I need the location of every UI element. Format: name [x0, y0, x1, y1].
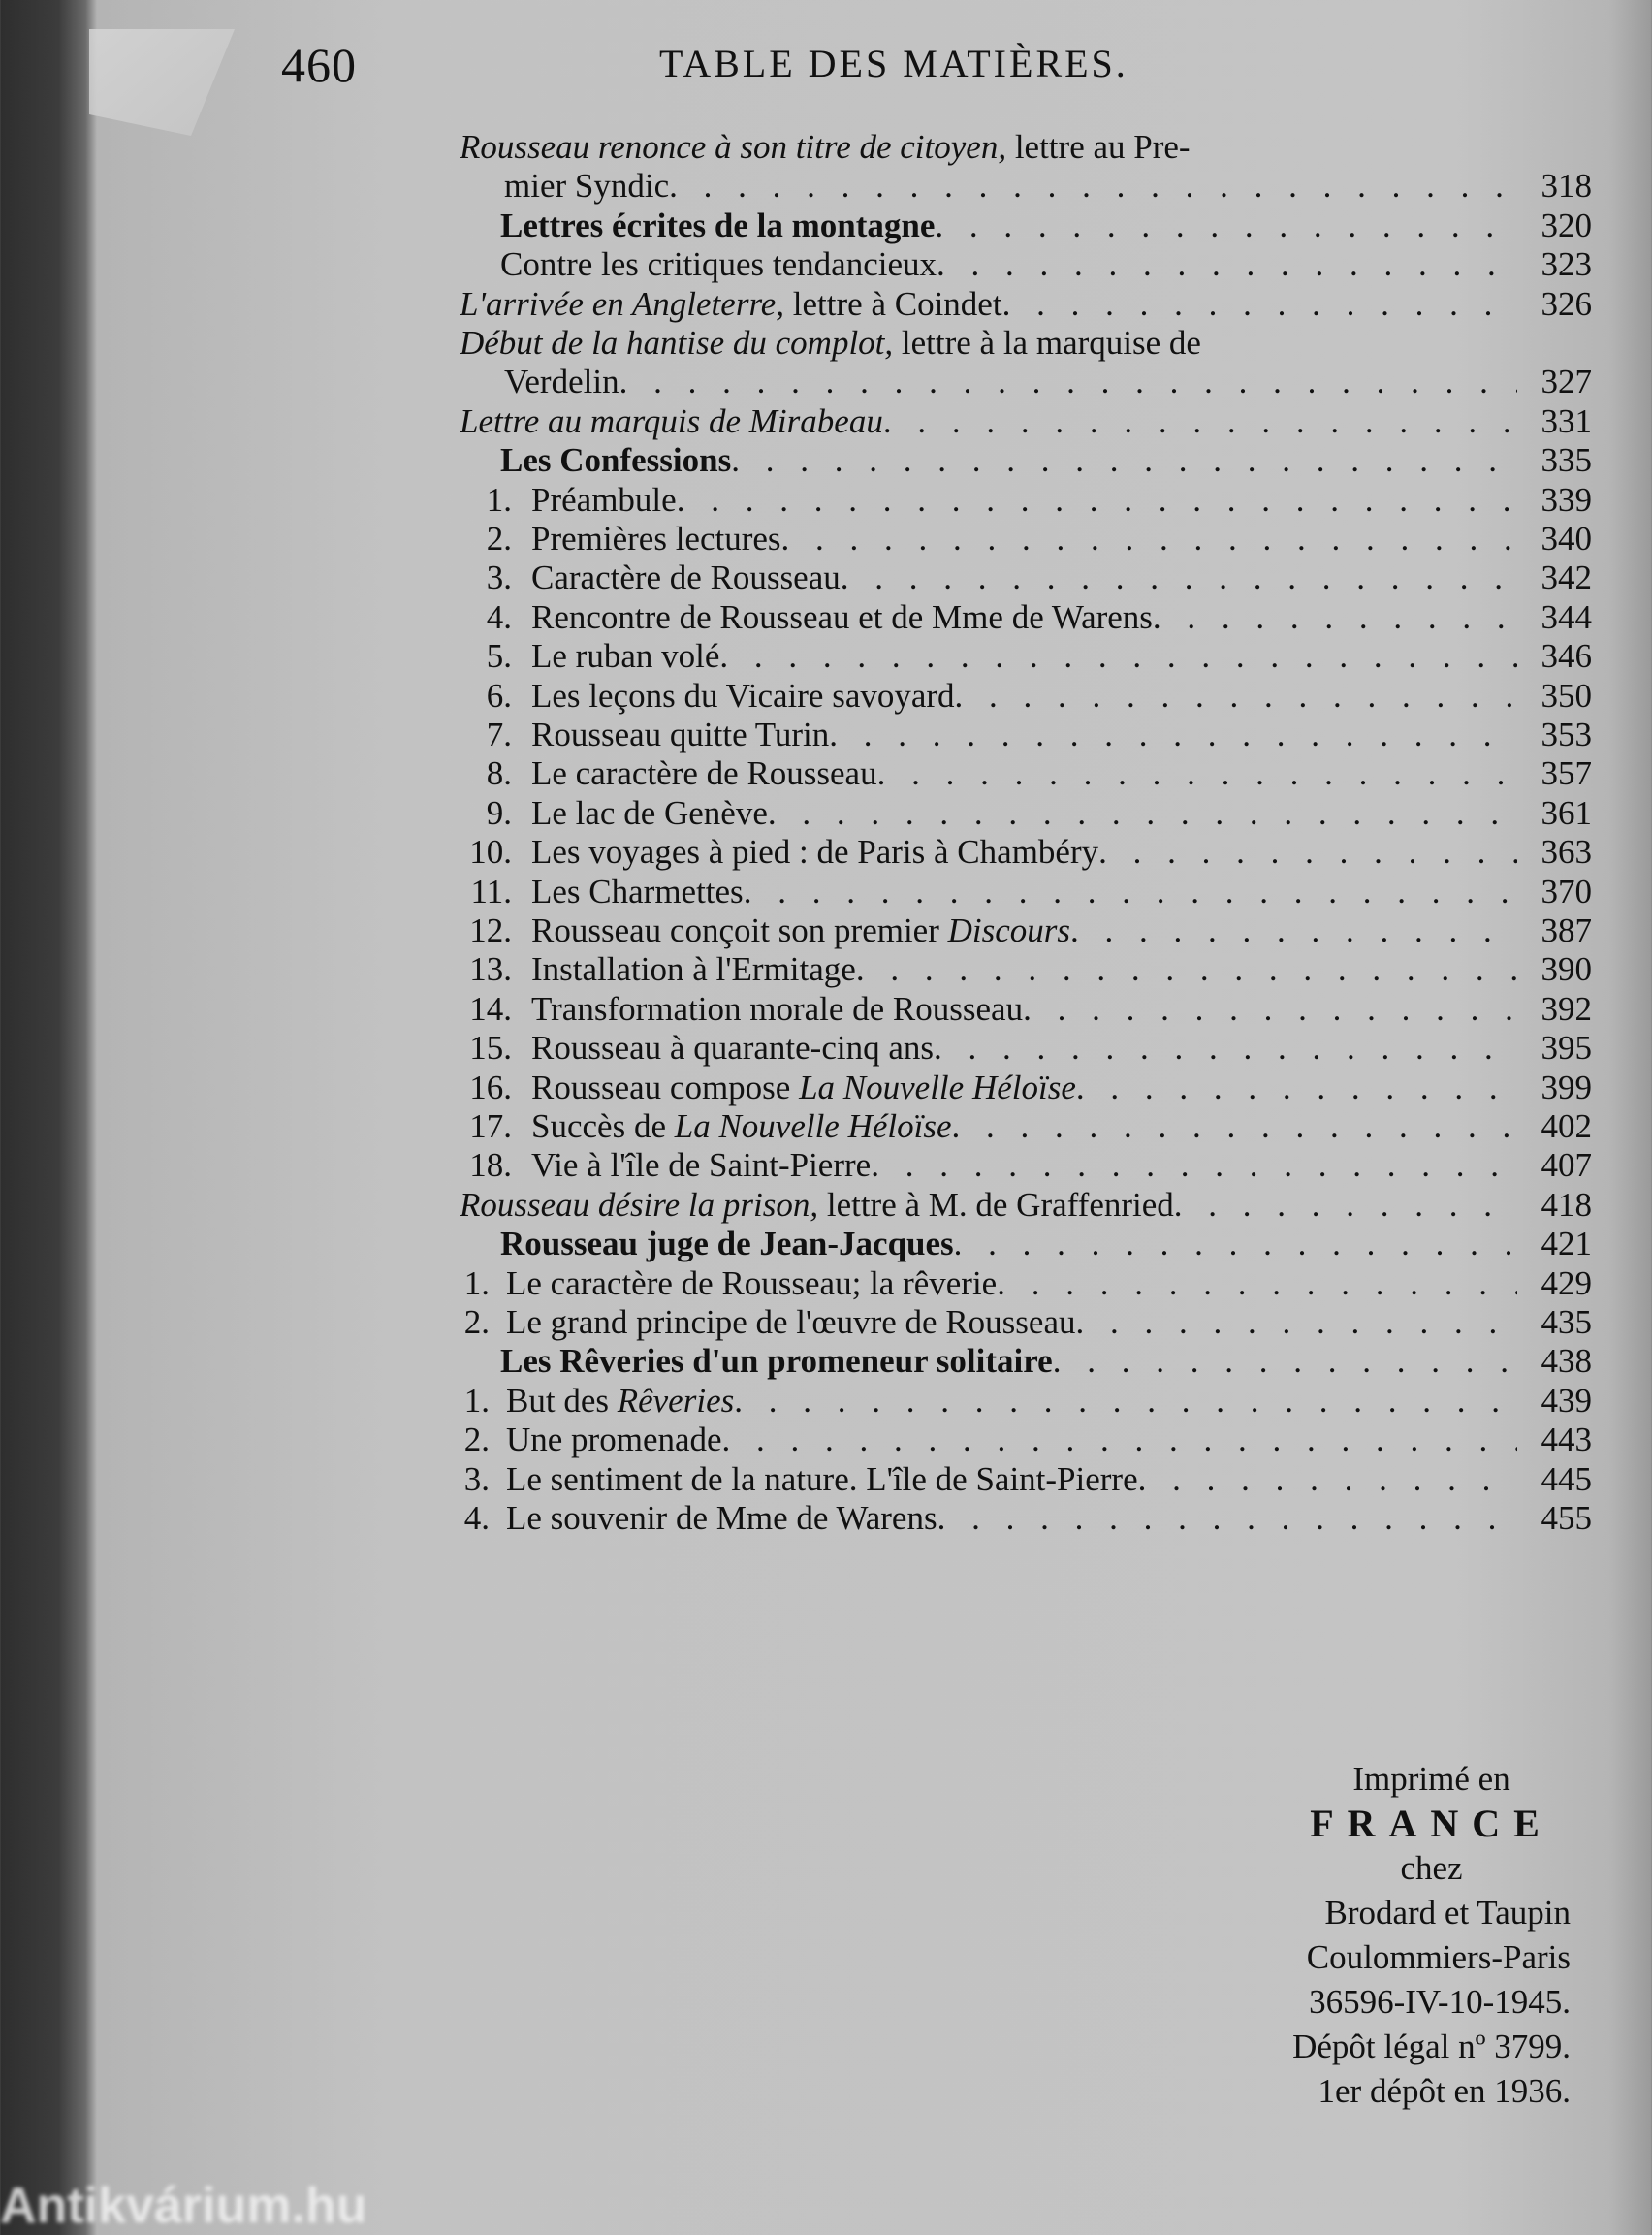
toc-entry-page: 363 — [1541, 833, 1592, 872]
toc-entry-title: Succès de — [531, 1107, 675, 1145]
toc-entry-page: 395 — [1541, 1029, 1592, 1068]
toc-entry — [0, 1107, 1652, 1146]
imprint-line: chez — [1400, 1849, 1463, 1887]
toc-entry-page: 339 — [1541, 480, 1592, 519]
toc-entry — [0, 1186, 1652, 1225]
toc-entry — [0, 1146, 1652, 1185]
toc-entry-title: Installation à l'Ermitage — [531, 950, 856, 989]
toc-entry-title: mier Syndic — [504, 167, 670, 206]
toc-entry-title: Transformation morale de Rousseau — [531, 989, 1024, 1028]
dot-leader — [734, 1382, 1517, 1421]
dot-leader — [768, 794, 1517, 833]
toc-entry — [0, 598, 1652, 637]
toc-entry-title: Le caractère de Rousseau; la rêverie — [506, 1263, 998, 1302]
dot-leader — [1002, 285, 1517, 324]
toc-entry-title: Le ruban volé — [531, 637, 720, 676]
dot-leader — [1053, 1342, 1517, 1381]
toc-entry-page: 335 — [1541, 441, 1592, 480]
watermark: Antikvárium.hu — [0, 2178, 367, 2234]
toc-entry-title: Lettres écrites de la montagne — [500, 206, 936, 244]
toc-entry — [0, 363, 1652, 401]
toc-entry — [0, 441, 1652, 480]
toc-entry-title: Le lac de Genève — [531, 793, 768, 832]
toc-entry-title: Les voyages à pied : de Paris à Chambéry — [531, 833, 1099, 872]
toc-entry — [0, 1029, 1652, 1068]
toc-entry — [0, 402, 1652, 441]
toc-entry-title: Contre les critiques tendancieux — [500, 245, 937, 284]
toc-entry-number: 1. — [463, 1381, 490, 1420]
toc-entry — [0, 754, 1652, 793]
toc-entry-number: 17. — [469, 1107, 512, 1145]
toc-entry-title: But des — [506, 1381, 618, 1420]
dot-leader — [1076, 1303, 1518, 1342]
toc-entry-number: 13. — [469, 950, 512, 989]
toc-entry — [0, 128, 1652, 167]
imprint-location: Coulommiers-Paris — [1306, 1938, 1571, 1976]
dot-leader — [719, 637, 1517, 676]
dot-leader — [669, 167, 1517, 206]
toc-entry-page: 340 — [1541, 520, 1592, 558]
toc-entry — [0, 520, 1652, 559]
imprint-first-deposit: 1er dépôt en 1936. — [1318, 2072, 1571, 2110]
toc-entry-title: La Nouvelle Héloïse — [674, 1107, 952, 1145]
toc-entry-page: 320 — [1541, 206, 1592, 244]
toc-entry — [0, 1382, 1652, 1421]
toc-entry-number: 6. — [486, 676, 512, 715]
toc-entry-number: 2. — [486, 520, 512, 558]
toc-entry — [0, 677, 1652, 716]
toc-entry — [0, 1069, 1652, 1107]
toc-entry-title: Premières lectures — [531, 520, 781, 558]
toc-entry-page: 361 — [1541, 793, 1592, 832]
imprint-code: 36596-IV-10-1945. — [1309, 1983, 1571, 2021]
dot-leader — [955, 677, 1517, 716]
toc-entry-title: Discours — [947, 911, 1071, 949]
toc-entry-title: Début de la hantise du complot, — [460, 324, 894, 362]
toc-entry-number: 14. — [469, 989, 512, 1028]
dot-leader — [841, 559, 1517, 597]
dot-leader — [1174, 1186, 1517, 1225]
imprint-printer: Brodard et Taupin — [1324, 1894, 1571, 1932]
dot-leader — [677, 481, 1517, 520]
dot-leader — [952, 1107, 1517, 1146]
dot-leader — [937, 245, 1517, 284]
toc-entry-page: 318 — [1541, 167, 1592, 206]
toc-entry-title: Rousseau quitte Turin — [531, 716, 830, 753]
toc-entry-page: 370 — [1541, 872, 1592, 910]
toc-entry-title: Lettre au marquis de Mirabeau — [460, 401, 883, 440]
dot-leader — [829, 716, 1517, 754]
dot-leader — [877, 754, 1517, 793]
toc-entry-title: Le souvenir de Mme de Warens — [506, 1499, 937, 1537]
toc-entry-number: 15. — [469, 1029, 512, 1068]
dot-leader — [1076, 1069, 1517, 1107]
toc-entry-number: 10. — [469, 833, 512, 872]
toc-entry-number: 2. — [463, 1421, 490, 1459]
toc-entry — [0, 324, 1652, 363]
dot-leader — [1098, 833, 1517, 872]
toc-entry-number: 11. — [470, 872, 512, 910]
toc-entry — [0, 1264, 1652, 1303]
toc-entry-page: 435 — [1541, 1303, 1592, 1341]
toc-entry-number: 3. — [463, 1459, 490, 1498]
toc-entry — [0, 481, 1652, 520]
page-corner-fold — [89, 29, 235, 136]
toc-entry-page: 407 — [1541, 1146, 1592, 1185]
toc-entry-page: 326 — [1541, 284, 1592, 323]
toc-entry-page: 323 — [1541, 245, 1592, 284]
toc-entry-page: 443 — [1541, 1421, 1592, 1459]
toc-entry-title: Le grand principe de l'œuvre de Rousseau — [506, 1303, 1076, 1341]
page-number: 460 — [281, 38, 357, 92]
toc-entry-page: 439 — [1541, 1381, 1592, 1420]
imprint-country: FRANCE — [1310, 1802, 1553, 1845]
toc-entry-number: 18. — [469, 1146, 512, 1185]
toc-entry — [0, 637, 1652, 676]
toc-entry-number: 8. — [486, 754, 512, 793]
toc-entry-number: 1. — [486, 480, 512, 519]
toc-entry-number: 4. — [463, 1499, 490, 1537]
toc-entry-page: 421 — [1541, 1225, 1592, 1263]
toc-entry-title: Rousseau désire la prison, — [460, 1185, 819, 1224]
toc-entry-page: 387 — [1541, 911, 1592, 949]
toc-entry-page: 418 — [1541, 1185, 1592, 1224]
dot-leader — [620, 363, 1517, 401]
toc-entry-page: 344 — [1541, 597, 1592, 636]
toc-entry-page: 402 — [1541, 1107, 1592, 1145]
toc-entry-page: 390 — [1541, 950, 1592, 989]
toc-entry-number: 9. — [486, 793, 512, 832]
toc-entry — [0, 716, 1652, 754]
toc-entry — [0, 950, 1652, 989]
toc-entry-title: Caractère de Rousseau — [531, 559, 841, 597]
toc-entry-page: 327 — [1541, 363, 1592, 401]
toc-entry-title: Les leçons du Vicaire savoyard — [531, 676, 955, 715]
dot-leader — [1023, 990, 1517, 1029]
toc-entry — [0, 794, 1652, 833]
dot-leader — [856, 950, 1517, 989]
toc-entry-page: 399 — [1541, 1068, 1592, 1106]
toc-entry-title: Préambule — [531, 480, 677, 519]
toc-entry-page: 357 — [1541, 754, 1592, 793]
toc-entry-page: 455 — [1541, 1499, 1592, 1537]
toc-entry-page: 346 — [1541, 637, 1592, 676]
toc-entry-title: Vie à l'île de Saint-Pierre — [531, 1146, 872, 1185]
toc-entry-title: Rousseau juge de Jean-Jacques — [500, 1225, 954, 1263]
dot-leader — [731, 441, 1517, 480]
toc-entry-title: Rêveries — [617, 1381, 735, 1420]
toc-entry-title: Rousseau conçoit son premier — [531, 911, 948, 949]
dot-leader — [954, 1225, 1517, 1263]
toc-entry — [0, 833, 1652, 872]
toc-entry-title: lettre à la marquise de — [893, 324, 1201, 362]
toc-entry-page: 445 — [1541, 1459, 1592, 1498]
toc-entry-number: 1. — [463, 1263, 490, 1302]
toc-entry-title: L'arrivée en Angleterre, — [460, 284, 785, 323]
dot-leader — [883, 402, 1517, 441]
toc-entry — [0, 285, 1652, 324]
printer-imprint — [1292, 1757, 1571, 2114]
toc-entry — [0, 1460, 1652, 1499]
running-title: TABLE DES MATIÈRES. — [659, 42, 1128, 85]
toc-entry-title: Les Rêveries d'un promeneur solitaire — [500, 1342, 1053, 1381]
toc-entry-title: Le caractère de Rousseau — [531, 754, 877, 793]
toc-entry-title: lettre à Coindet — [784, 284, 1002, 323]
dot-leader — [722, 1421, 1517, 1459]
dot-leader — [935, 207, 1517, 245]
toc-entry — [0, 873, 1652, 911]
toc-entry-title: lettre au Pre- — [1006, 128, 1191, 166]
dot-leader — [744, 873, 1517, 911]
toc-entry — [0, 1303, 1652, 1342]
dot-leader — [871, 1146, 1517, 1185]
toc-entry — [0, 1499, 1652, 1538]
toc-entry-title: Rencontre de Rousseau et de Mme de Warens — [531, 597, 1153, 636]
toc-entry-number: 5. — [486, 637, 512, 676]
toc-entry — [0, 990, 1652, 1029]
toc-entry-title: lettre à M. de Graffenried — [818, 1185, 1174, 1224]
toc-entry-title: Verdelin — [504, 363, 620, 401]
toc-entry-page: 342 — [1541, 559, 1592, 597]
dot-leader — [1153, 598, 1517, 637]
toc-entry-title: Les Charmettes — [531, 872, 744, 910]
toc-entry-page: 331 — [1541, 401, 1592, 440]
toc-entry-title: Les Confessions — [500, 441, 732, 480]
dot-leader — [1070, 911, 1517, 950]
toc-entry-page: 429 — [1541, 1263, 1592, 1302]
imprint-line: Imprimé en — [1352, 1760, 1510, 1798]
toc-entry — [0, 1421, 1652, 1459]
toc-entry-title: Une promenade — [506, 1421, 722, 1459]
toc-entry-title: Le sentiment de la nature. L'île de Saint-Pierre — [506, 1459, 1138, 1498]
toc-entry — [0, 559, 1652, 597]
toc-entry-title: La Nouvelle Héloïse — [799, 1068, 1076, 1106]
dot-leader — [1138, 1460, 1517, 1499]
toc-entry-number: 2. — [463, 1303, 490, 1341]
toc-entry-number: 4. — [486, 597, 512, 636]
toc-entry — [0, 1225, 1652, 1263]
toc-entry-title: Rousseau compose — [531, 1068, 800, 1106]
toc-entry — [0, 207, 1652, 245]
dot-leader — [997, 1264, 1517, 1303]
toc-entry-page: 353 — [1541, 716, 1592, 753]
toc-entry-title: Rousseau renonce à son titre de citoyen, — [460, 128, 1007, 166]
toc-entry-page: 350 — [1541, 676, 1592, 715]
toc-entry-number: 7. — [486, 716, 512, 753]
toc-entry — [0, 167, 1652, 206]
dot-leader — [781, 520, 1517, 559]
toc-entry — [0, 245, 1652, 284]
toc-entry — [0, 911, 1652, 950]
dot-leader — [937, 1499, 1517, 1538]
toc-entry-title: Rousseau à quarante-cinq ans — [531, 1029, 934, 1068]
toc-entry-page: 438 — [1541, 1342, 1592, 1381]
toc-entry-number: 12. — [469, 911, 512, 949]
toc-entry-number: 16. — [469, 1068, 512, 1106]
toc-entry — [0, 1342, 1652, 1381]
toc-entry-page: 392 — [1541, 989, 1592, 1028]
dot-leader — [934, 1029, 1517, 1068]
toc-entry-number: 3. — [486, 559, 512, 597]
imprint-legal-deposit: Dépôt légal nº 3799. — [1292, 2027, 1571, 2065]
